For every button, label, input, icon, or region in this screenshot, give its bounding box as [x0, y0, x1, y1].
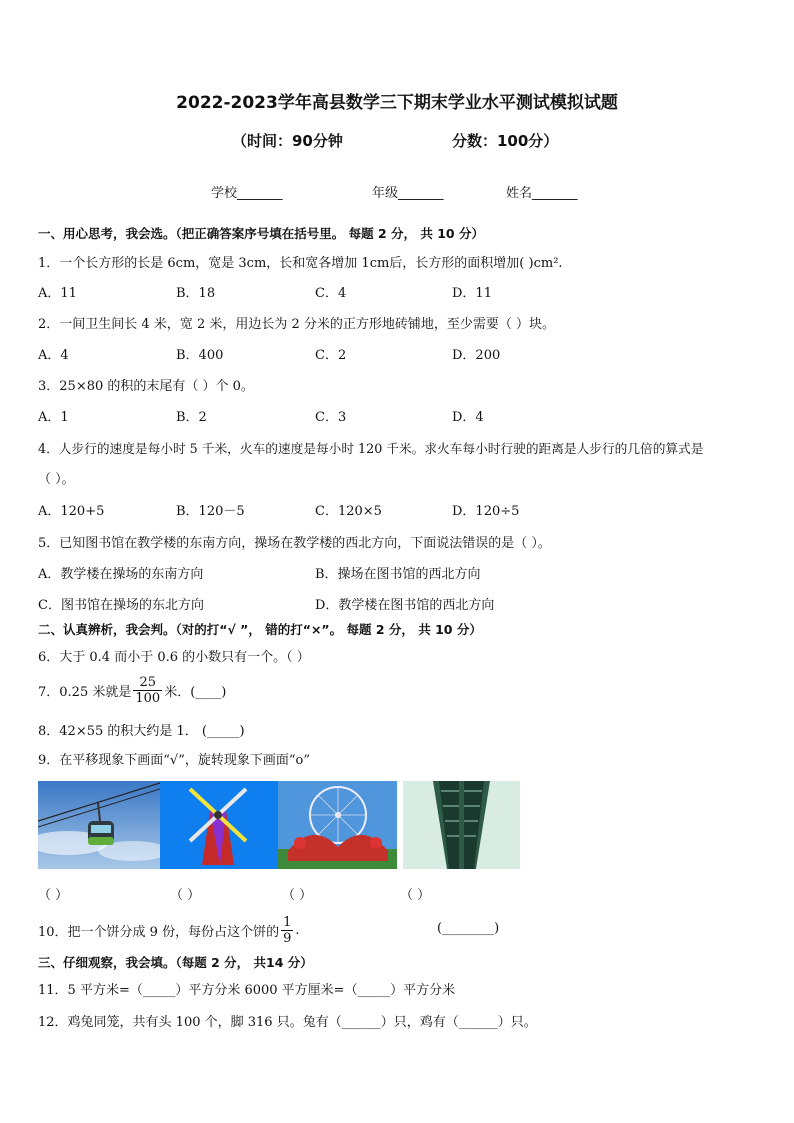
question-2: 2．一间卫生间长 4 米，宽 2 米，用边长为 2 分米的正方形地砖铺地，至少需要（ ）块。 — [38, 317, 556, 332]
q5-option-b: B．操场在图书馆的西北方向 — [315, 567, 481, 582]
question-8: 8．42×55 的积大约是 1． (_____) — [38, 724, 245, 739]
question-4-line-2: （ ）。 — [38, 472, 75, 487]
q9-answer-4: （ ） — [400, 888, 431, 903]
q3-option-c: C．3 — [315, 410, 347, 425]
ferris-wheel-photo — [278, 781, 397, 869]
q1-option-b: B．18 — [176, 286, 216, 301]
question-12: 12．鸡兔同笼，共有头 100 个，脚 316 只。兔有（______）只，鸡有（______）只。 — [38, 1015, 537, 1030]
q7-denominator: 100 — [135, 690, 161, 706]
q10-suffix: . — [295, 922, 300, 938]
q10-fraction — [281, 915, 293, 946]
q9-answer-2: （ ） — [170, 888, 201, 903]
q2-option-c: C．2 — [315, 348, 347, 363]
q1-option-a: A．11 — [38, 286, 77, 301]
q9-answer-3: （ ） — [282, 888, 313, 903]
q10-numerator: 1 — [283, 914, 292, 930]
q2-option-d: D．200 — [452, 348, 501, 363]
q1-option-d: D．11 — [452, 286, 492, 301]
name-field: 姓名_______ — [506, 186, 578, 201]
question-3: 3．25×80 的积的末尾有（ ）个 0。 — [38, 379, 254, 394]
q4-option-c: C．120×5 — [315, 504, 382, 519]
section-1-heading: 一、用心思考，我会选。（把正确答案序号填在括号里。 每题 2 分， 共 10 分） — [38, 226, 484, 241]
question-5: 5．已知图书馆在教学楼的东南方向，操场在教学楼的西北方向，下面说法错误的是（ ）。 — [38, 536, 551, 551]
section-2-heading: 二、认真辨析，我会判。（对的打“√ ”， 错的打“×”。 每题 2 分， 共 10 分） — [38, 622, 482, 637]
q10-denominator: 9 — [283, 930, 292, 946]
q4-option-d: D．120÷5 — [452, 504, 520, 519]
question-10 — [38, 910, 300, 950]
q3-option-b: B．2 — [176, 410, 207, 425]
windmill-picture — [160, 781, 278, 869]
q2-option-a: A．4 — [38, 348, 69, 363]
question-11: 11．5 平方米=（_____）平方分米 6000 平方厘米=（_____）平方分米 — [38, 983, 456, 998]
q7-prefix: 7．0.25 米就是 — [38, 684, 132, 700]
q5-option-d: D．教学楼在图书馆的西北方向 — [315, 598, 495, 613]
q4-option-a: A．120+5 — [38, 504, 105, 519]
q7-fraction — [133, 675, 162, 706]
escalator-photo — [403, 781, 520, 869]
q3-option-a: A．1 — [38, 410, 69, 425]
section-3-heading: 三、仔细观察，我会填。（每题 2 分， 共14 分） — [38, 955, 313, 970]
q7-suffix: 米．(____) — [164, 684, 227, 700]
page-title: 2022-2023学年高县数学三下期末学业水平测试模拟试题 — [176, 93, 618, 113]
q1-option-c: C．4 — [315, 286, 347, 301]
q2-option-b: B．400 — [176, 348, 224, 363]
q4-option-b: B．120－5 — [176, 504, 245, 519]
question-1: 1．一个长方形的长是 6cm，宽是 3cm，长和宽各增加 1cm后，长方形的面积增加( )cm². — [38, 256, 563, 271]
question-7 — [38, 670, 226, 710]
q10-prefix: 10．把一个饼分成 9 份，每份占这个饼的 — [38, 924, 280, 940]
q7-numerator: 25 — [133, 675, 162, 691]
q3-option-d: D．4 — [452, 410, 484, 425]
question-6: 6．大于 0.4 而小于 0.6 的小数只有一个。（ ） — [38, 650, 310, 665]
grade-field: 年级_______ — [372, 186, 444, 201]
q9-answer-1: （ ） — [38, 888, 69, 903]
exam-time: （时间：90分钟 — [232, 132, 343, 150]
cable-car-photo — [38, 781, 160, 869]
q10-answer-blank: (________) — [437, 921, 500, 936]
q5-option-c: C．图书馆在操场的东北方向 — [38, 598, 204, 613]
exam-score: 分数：100分） — [452, 132, 559, 150]
school-field: 学校_______ — [211, 186, 283, 201]
q5-option-a: A．教学楼在操场的东南方向 — [38, 567, 204, 582]
question-4-line-1: 4．人步行的速度是每小时 5 千米，火车的速度是每小时 120 千米。求火车每小时行驶的距离是人步行的几倍的算式是 — [38, 441, 704, 456]
question-9: 9．在平移现象下画面“√”，旋转现象下画面“o” — [38, 753, 310, 768]
